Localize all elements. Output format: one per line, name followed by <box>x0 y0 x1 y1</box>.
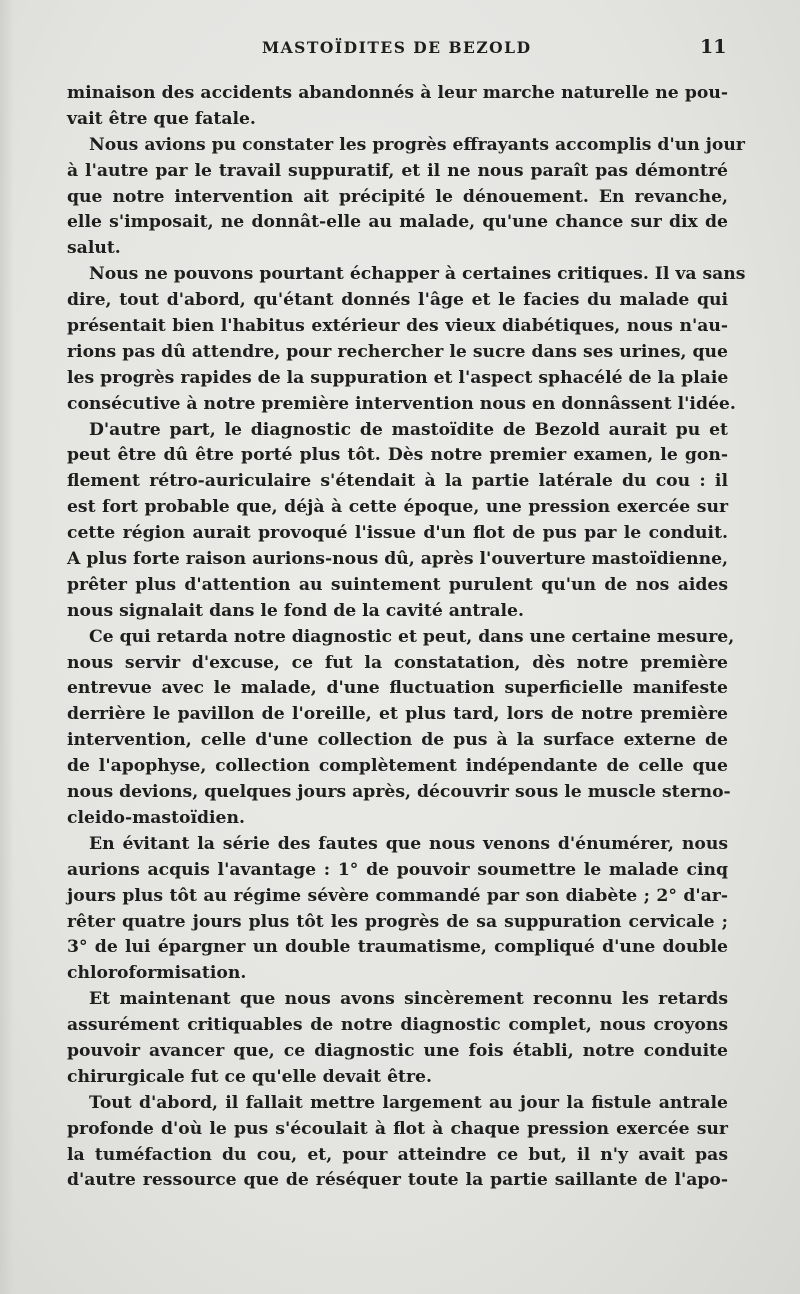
text-line: cleido-mastoïdien. <box>67 807 245 828</box>
text-line: intervention, celle d'une collection de pus à la surface externe de <box>67 730 728 751</box>
text-line: 3° de lui épargner un double traumatisme, compliqué d'une double <box>67 937 728 958</box>
page-edge-shadow <box>0 0 14 1294</box>
text-line: de l'apophyse, collection complètement indépendante de celle que <box>67 756 728 777</box>
text-line: nous signalait dans le fond de la cavité antrale. <box>67 600 524 621</box>
page-number: 11 <box>700 36 727 58</box>
running-title: MASTOÏDITES DE BEZOLD <box>262 38 532 57</box>
text-line: prêter plus d'attention au suintement purulent qu'un de nos aides <box>67 574 728 595</box>
text-line: Ce qui retarda notre diagnostic et peut, dans une certaine mesure, <box>89 626 735 647</box>
text-line: chirurgicale fut ce qu'elle devait être. <box>67 1066 432 1087</box>
text-line: A plus forte raison aurions-nous dû, après l'ouverture mastoïdienne, <box>67 549 728 570</box>
text-line: Et maintenant que nous avons sincèrement reconnu les retards <box>89 989 728 1010</box>
text-line: rêter quatre jours plus tôt les progrès de sa suppuration cervicale ; <box>67 911 728 932</box>
text-line: à l'autre par le travail suppuratif, et il ne nous paraît pas démontré <box>67 160 728 181</box>
text-line: Nous ne pouvons pourtant échapper à certaines critiques. Il va sans <box>89 264 746 285</box>
text-line: que notre intervention ait précipité le dénouement. En revanche, <box>67 186 728 207</box>
body-text <box>67 81 746 1194</box>
text-line: entrevue avec le malade, d'une fluctuation superficielle manifeste <box>67 678 728 699</box>
text-line: nous servir d'excuse, ce fut la constatation, dès notre première <box>67 652 728 673</box>
text-line: elle s'imposait, ne donnât-elle au malade, qu'une chance sur dix de <box>67 212 728 233</box>
text-line: aurions acquis l'avantage : 1° de pouvoir soumettre le malade cinq <box>67 859 728 880</box>
text-line: chloroformisation. <box>67 963 247 984</box>
text-line: d'autre ressource que de réséquer toute la partie saillante de l'apo- <box>67 1170 728 1191</box>
text-line: profonde d'où le pus s'écoulait à flot à chaque pression exercée sur <box>67 1118 728 1139</box>
text-line: la tuméfaction du cou, et, pour atteindre ce but, il n'y avait pas <box>67 1144 728 1165</box>
text-line: peut être dû être porté plus tôt. Dès notre premier examen, le gon- <box>67 445 728 466</box>
text-line: En évitant la série des fautes que nous venons d'énumérer, nous <box>89 833 728 854</box>
text-line: jours plus tôt au régime sévère commandé par son diabète ; 2° d'ar- <box>67 885 728 906</box>
text-line: D'autre part, le diagnostic de mastoïdite de Bezold aurait pu et <box>89 419 728 440</box>
text-line: pouvoir avancer que, ce diagnostic une fois établi, notre conduite <box>67 1040 728 1061</box>
text-line: est fort probable que, déjà à cette époque, une pression exercée sur <box>67 497 728 518</box>
text-line: les progrès rapides de la suppuration et l'aspect sphacélé de la plaie <box>67 367 729 388</box>
text-line: flement rétro-auriculaire s'étendait à la partie latérale du cou : il <box>67 471 728 492</box>
text-line: salut. <box>67 238 121 259</box>
text-line: derrière le pavillon de l'oreille, et plus tard, lors de notre première <box>67 704 728 725</box>
text-line: vait être que fatale. <box>67 108 256 129</box>
text-line: présentait bien l'habitus extérieur des vieux diabétiques, nous n'au- <box>67 316 728 337</box>
text-line: minaison des accidents abandonnés à leur marche naturelle ne pou- <box>67 83 728 103</box>
text-line: Tout d'abord, il fallait mettre largement au jour la fistule antrale <box>89 1092 728 1113</box>
text-line: cette région aurait provoqué l'issue d'un flot de pus par le conduit. <box>67 523 728 544</box>
text-line: consécutive à notre première intervention nous en donnâssent l'idée. <box>67 393 736 414</box>
text-line: rions pas dû attendre, pour rechercher le sucre dans ses urines, que <box>67 341 728 362</box>
text-line: nous devions, quelques jours après, découvrir sous le muscle sterno- <box>67 782 731 803</box>
text-line: assurément critiquables de notre diagnostic complet, nous croyons <box>67 1015 728 1036</box>
text-line: dire, tout d'abord, qu'étant donnés l'âge et le facies du malade qui <box>67 290 728 311</box>
text-line: Nous avions pu constater les progrès effrayants accomplis d'un jour <box>89 134 745 155</box>
